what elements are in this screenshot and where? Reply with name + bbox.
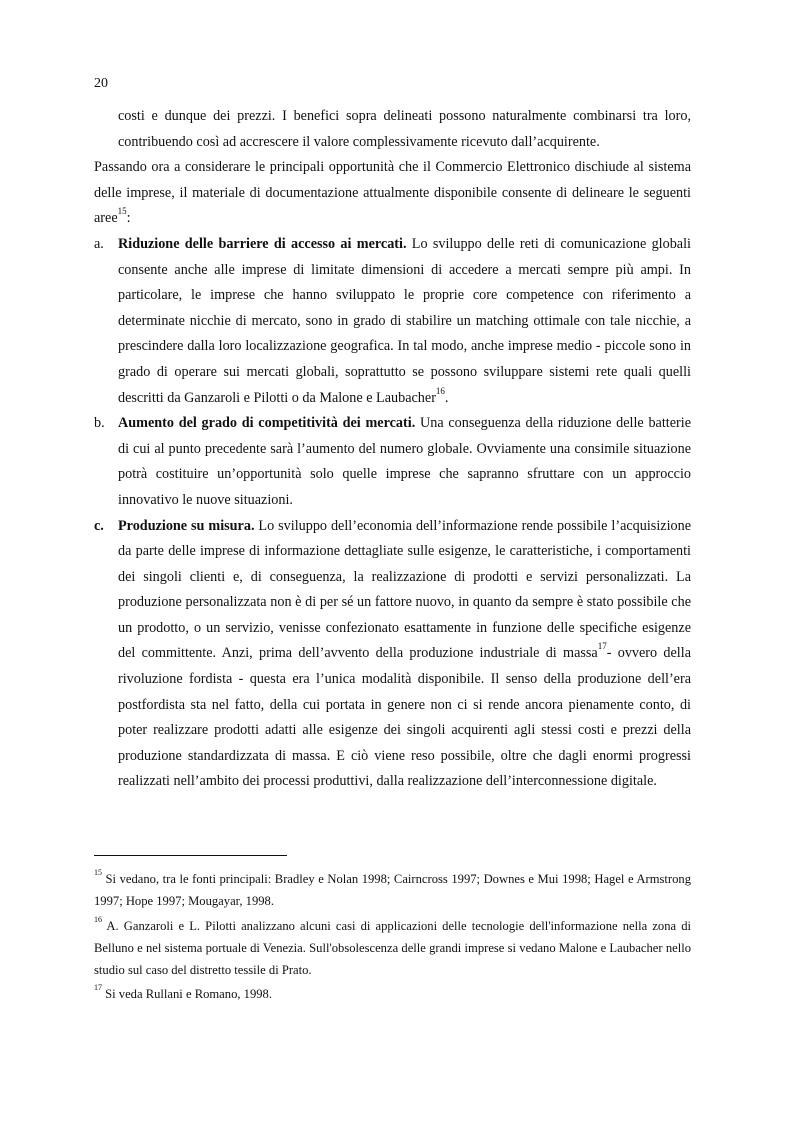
footnotes bbox=[94, 868, 691, 1008]
list-item-text: Lo sviluppo delle reti di comunicazione globali consente anche alle imprese di limitate dimensioni di accedere a mercati sempre più ampi. In particolare, le imprese che hanno sviluppato le proprie core competence con riferimento a determinate nicchie di mercato, sono in grado di stabilire un matching ottimale con tale nicchie, a prescindere dalla loro localizzazione geografica. In tal modo, anche imprese medio - piccole sono in grado di operare sui mercati globali, soprattutto se possono sviluppare sistemi rete quali quelli descritti da Ganzaroli e Pilotti o da Malone e Laubacher bbox=[118, 235, 691, 406]
list-item-label: b. bbox=[94, 415, 105, 432]
footnote-15 bbox=[94, 868, 691, 913]
list-item-heading: Produzione su misura. bbox=[118, 517, 255, 534]
lead-paragraph-text: Passando ora a considerare le principali opportunità che il Commercio Elettronico dischiude al sistema delle imprese, il materiale di documentazione attualmente disponibile consente di delineare le seguenti aree bbox=[94, 159, 691, 227]
footnote-separator bbox=[94, 855, 287, 856]
footnote-number: 15 bbox=[94, 868, 102, 877]
lead-paragraph-tail: : bbox=[126, 210, 131, 227]
body-text bbox=[94, 104, 691, 795]
footnote-text: Si vedano, tra le fonti principali: Bradley e Nolan 1998; Cairncross 1997; Downes e Mui 1998; Hagel e Armstrong 1997; Hope 1997; Mougayar, 1998. bbox=[94, 872, 691, 909]
footnote-17 bbox=[94, 983, 691, 1005]
footnote-text: A. Ganzaroli e L. Pilotti analizzano alcuni casi di applicazioni delle tecnologie dell'informazione nella zona di Belluno e nel sistema portuale di Venezia. Sull'obsolescenza delle grandi imprese si vedano Malone e Laubacher nello studio sul caso del distretto tessile di Prato. bbox=[94, 918, 691, 978]
footnote-text: Si veda Rullani e Romano, 1998. bbox=[102, 987, 272, 1002]
footnote-ref[interactable]: 15 bbox=[117, 206, 127, 217]
footnote-ref[interactable]: 17 bbox=[597, 641, 607, 652]
list-item-text: Una conseguenza della riduzione delle batterie di cui al punto precedente sarà l’aumento del numero globale. Ovviamente una consimile situazione potrà costituire un’opportunità solo quelle imprese che sapranno sfruttare con un approccio innovativo le nuove situazioni. bbox=[118, 415, 691, 508]
list-item-label: c. bbox=[94, 517, 104, 534]
list-item-heading: Aumento del grado di competitività dei mercati. bbox=[118, 415, 416, 432]
footnote-16 bbox=[94, 915, 691, 982]
list-item-a bbox=[94, 232, 691, 411]
list-item-tail: . bbox=[444, 389, 449, 406]
page-number: 20 bbox=[94, 76, 108, 91]
footnote-number: 17 bbox=[94, 983, 102, 993]
list-item-heading: Riduzione delle barriere di accesso ai mercati. bbox=[118, 235, 407, 252]
intro-paragraph: costi e dunque dei prezzi. I benefici sopra delineati possono naturalmente combinarsi tra loro, contribuendo così ad accrescere il valore complessivamente ricevuto dall’acquirente. bbox=[118, 108, 691, 150]
list-item-c bbox=[94, 514, 691, 796]
footnote-ref[interactable]: 16 bbox=[435, 385, 445, 396]
list-item-text: Lo sviluppo dell’economia dell’informazione rende possibile l’acquisizione da parte delle imprese di informazione dettagliate sulle esigenze, le caratteristiche, i comportamenti dei singoli clienti e, di conseguenza, la realizzazione di prodotti e servizi personalizzati. La produzione personalizzata non è di per sé un fattore nuovo, in quanto da sempre è stato possibile che un prodotto, o un servizio, venisse confezionato esattamente in funzione delle specifiche esigenze del committente. Anzi, prima dell’avvento della produzione industriale di massa bbox=[118, 517, 691, 662]
lead-paragraph bbox=[94, 155, 691, 232]
list-item-label: a. bbox=[94, 235, 104, 252]
list-item-text-continued: - ovvero della rivoluzione fordista - questa era l’unica modalità disponibile. Il senso della produzione dell’era postfordista sta nel fatto, della cui portata in genere non ci si rende ancora pienamente conto, di poter realizzare prodotti adatti alle esigenze dei singoli acquirenti agli stessi costi e prezzi della produzione standardizzata di massa. E ciò viene reso possibile, oltre che dagli enormi progressi realizzati nell’ambito dei processi produttivi, dalla realizzazione dell’interconnessione digitale. bbox=[118, 645, 691, 790]
list-item-b bbox=[94, 411, 691, 513]
footnote-number: 16 bbox=[94, 914, 102, 924]
